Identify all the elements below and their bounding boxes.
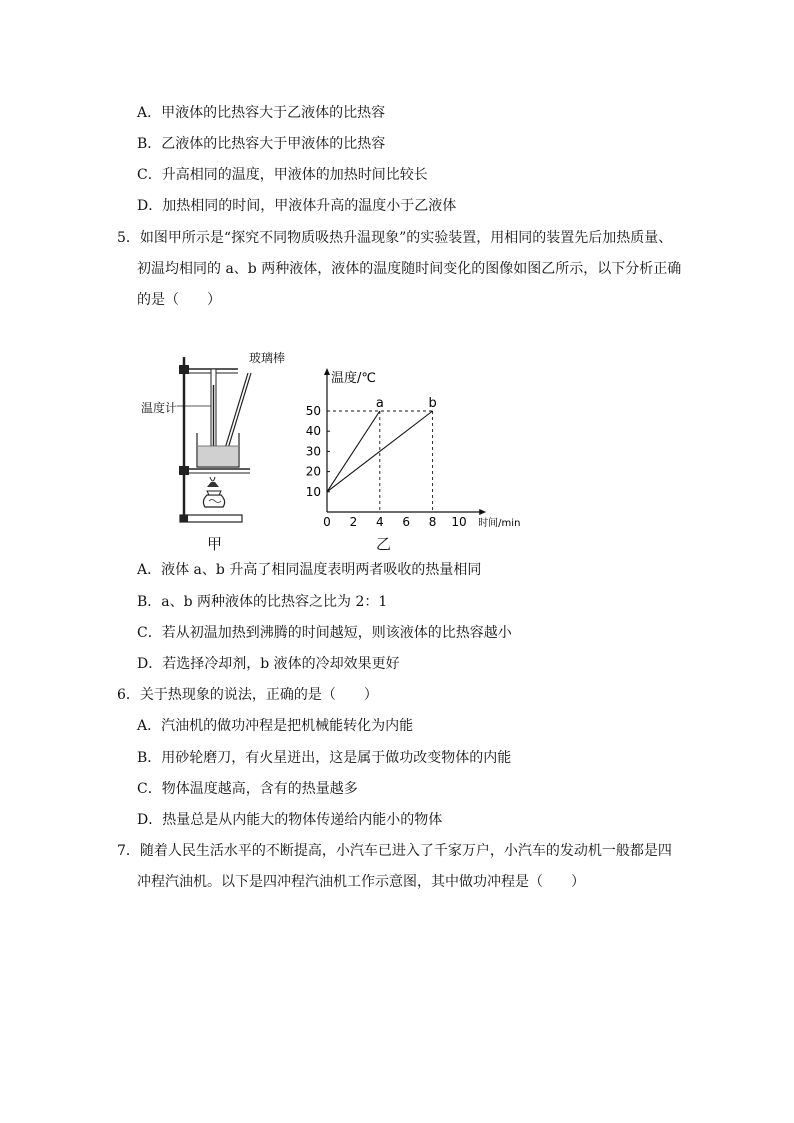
y-tick-label: 20 xyxy=(305,464,321,479)
x-axis-arrow xyxy=(479,509,486,515)
q6-option-a: A．汽油机的做功冲程是把机械能转化为内能 xyxy=(137,718,414,734)
x-tick-label: 10 xyxy=(451,515,467,529)
x-tick-label: 6 xyxy=(402,515,411,529)
q5-option-a: A．液体 a、b 升高了相同温度表明两者吸收的热量相同 xyxy=(137,562,482,578)
x-tick-label: 4 xyxy=(375,515,384,529)
apparatus-figure xyxy=(135,345,265,530)
y-tick-label: 40 xyxy=(305,424,321,439)
q5-option-b: B．a、b 两种液体的比热容之比为 2：1 xyxy=(137,594,388,610)
q5-stem-line-2: 初温均相同的 a、b 两种液体，液体的温度随时间变化的图像如图乙所示，以下分析正确 xyxy=(137,261,682,277)
x-tick-label: 2 xyxy=(349,515,358,529)
series-label-a: a xyxy=(375,396,384,411)
q5-option-d: D．若选择冷却剂，b 液体的冷却效果更好 xyxy=(137,656,400,672)
q5-option-c: C．若从初温加热到沸腾的时间越短，则该液体的比热容越小 xyxy=(137,625,512,641)
series-label-b: b xyxy=(428,396,437,411)
y-tick-label: 10 xyxy=(305,484,321,499)
q4-option-a: A．甲液体的比热容大于乙液体的比热容 xyxy=(137,105,386,121)
q7-stem-line-2: 冲程汽油机。以下是四冲程汽油机工作示意图，其中做功冲程是（ ） xyxy=(137,874,585,890)
q4-option-c: C．升高相同的温度，甲液体的加热时间比较长 xyxy=(137,167,428,183)
q4-option-b: B．乙液体的比热容大于甲液体的比热容 xyxy=(137,136,386,152)
q5-stem-line-3: 的是（ ） xyxy=(137,292,221,308)
thermometer-label: 温度计 xyxy=(141,401,178,415)
x-tick-label: 0 xyxy=(323,515,331,529)
series-line-a xyxy=(327,411,380,492)
temperature-time-chart xyxy=(300,362,540,532)
q4-option-d: D．加热相同的时间，甲液体升高的温度小于乙液体 xyxy=(137,198,457,214)
q6-option-d: D．热量总是从内能大的物体传递给内能小的物体 xyxy=(137,812,443,828)
q6-option-c: C．物体温度越高，含有的热量越多 xyxy=(137,781,358,797)
y-axis-title: 温度/℃ xyxy=(331,371,376,386)
figure-jia-caption: 甲 xyxy=(207,535,223,553)
figure-yi-caption: 乙 xyxy=(376,535,392,553)
q7-stem-line-1: 7．随着人民生活水平的不断提高，小汽车已进入了千家万户，小汽车的发动机一般都是四 xyxy=(117,843,672,859)
q5-stem-line-1: 5．如图甲所示是“探究不同物质吸热升温现象”的实验装置，用相同的装置先后加热质量、 xyxy=(117,230,673,246)
x-axis-title: 时间/min xyxy=(478,518,521,529)
q6-stem: 6．关于热现象的说法，正确的是（ ） xyxy=(117,687,378,703)
y-axis-arrow xyxy=(324,368,330,375)
glass-rod-label: 玻璃棒 xyxy=(249,351,286,365)
q6-option-b: B．用砂轮磨刀，有火星迸出，这是属于做功改变物体的内能 xyxy=(137,750,512,766)
x-tick-label: 8 xyxy=(428,515,437,529)
y-tick-label: 50 xyxy=(305,404,321,418)
y-tick-label: 30 xyxy=(305,444,321,459)
